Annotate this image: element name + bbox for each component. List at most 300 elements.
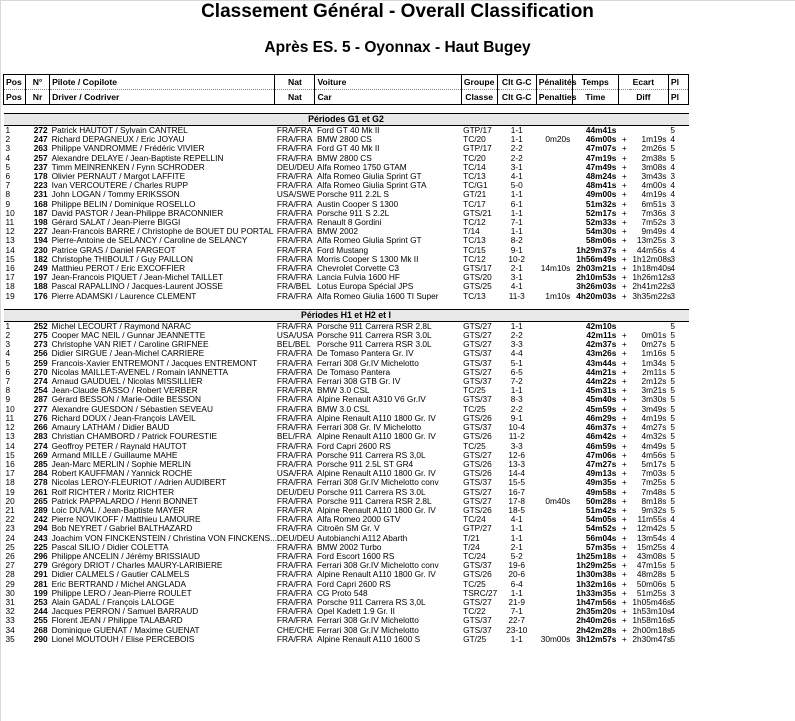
- pl-cell: 3: [670, 281, 676, 292]
- car-cell: Ford GT 40 Mk II: [316, 143, 380, 154]
- number-cell: 237: [33, 161, 48, 172]
- diff-sign-cell: +: [621, 207, 627, 218]
- time-cell: 2h40m26s: [576, 615, 617, 626]
- class-cell: TC/20: [463, 152, 486, 163]
- crew-cell: Jean-Marc MERLIN / Sophie MERLIN: [51, 458, 191, 469]
- nationality-cell: FRA/FRA: [276, 514, 313, 525]
- crew-cell: Armand MILLE / Guillaume MAHE: [51, 449, 178, 460]
- number-cell: 227: [33, 226, 48, 237]
- time-cell: 51m32s: [585, 198, 617, 209]
- crew-cell: Didier SIRGUE / Jean-Michel CARRIERE: [51, 348, 205, 359]
- class-rank-cell: 2-2: [510, 152, 523, 163]
- crew-cell: David PASTOR / Jean-Philippe BRACONNIER: [51, 207, 224, 218]
- position-cell: 3: [5, 143, 11, 154]
- diff-sign-cell: +: [621, 477, 627, 488]
- class-cell: TC/20: [463, 134, 486, 145]
- header-pl-en: Pl: [668, 90, 688, 105]
- class-rank-cell: 11-3: [508, 290, 525, 301]
- crew-cell: Didier CALMELS / Gautier CALMELS: [51, 569, 190, 580]
- nationality-cell: FRA/BEL: [276, 281, 312, 292]
- diff-sign-cell: +: [621, 495, 627, 506]
- nationality-cell: FRA/FRA: [276, 440, 313, 451]
- nationality-cell: FRA/FRA: [276, 125, 313, 135]
- crew-cell: Pierre ADAMSKI / Laurence CLEMENT: [51, 290, 197, 301]
- crew-cell: Amaury LATHAM / Didier BAUD: [51, 422, 170, 433]
- position-cell: 31: [5, 596, 15, 607]
- position-cell: 19: [5, 486, 15, 497]
- nationality-cell: FRA/FRA: [276, 226, 313, 237]
- position-cell: 18: [5, 281, 15, 292]
- crew-cell: Matthieu PEROT / Eric EXCOFFIER: [51, 263, 186, 274]
- penalty-cell: [536, 598, 572, 607]
- class-rank-cell: 2-1: [510, 263, 523, 274]
- penalty-cell: [536, 209, 572, 218]
- class-cell: GTS/37: [463, 376, 492, 387]
- pl-cell: 4: [670, 606, 676, 617]
- class-cell: TC/24: [463, 514, 486, 525]
- number-cell: 242: [33, 514, 48, 525]
- position-cell: 26: [5, 550, 15, 561]
- position-cell: 16: [5, 458, 15, 469]
- nationality-cell: BEL/BEL: [276, 339, 311, 350]
- class-cell: GTS/26: [463, 504, 492, 515]
- diff-sign-cell: +: [621, 624, 627, 635]
- number-cell: 265: [33, 495, 48, 506]
- time-cell: 44m21s: [585, 366, 617, 377]
- crew-cell: Bob NEYRET / Gabriel BALTHAZARD: [51, 523, 193, 534]
- car-cell: Porsche 911 Carrera RSR 2.8L: [316, 320, 432, 331]
- pl-cell: 5: [670, 633, 676, 644]
- class-cell: TC/14: [463, 161, 486, 172]
- nationality-cell: FRA/FRA: [276, 587, 313, 598]
- number-cell: 244: [33, 606, 48, 617]
- crew-cell: Gérard BESSON / Marie-Odile BESSON: [51, 394, 201, 405]
- penalty-cell: [536, 368, 572, 377]
- diff-cell: 4m27s: [641, 422, 667, 433]
- header-diff-en: Diff: [618, 90, 668, 105]
- time-cell: 56m04s: [585, 532, 617, 543]
- penalty-cell: [536, 561, 572, 570]
- pl-cell: 5: [670, 330, 676, 341]
- time-cell: 2h10m53s: [576, 272, 617, 283]
- nationality-cell: FRA/FRA: [276, 320, 313, 331]
- class-rank-cell: 1-1: [510, 532, 523, 543]
- group-header-row: [4, 309, 689, 321]
- pl-cell: 4: [670, 180, 676, 191]
- nationality-cell: FRA/FRA: [276, 235, 313, 246]
- car-cell: Porsche 911 2.2L S: [316, 189, 389, 200]
- nationality-cell: USA/FRA: [276, 468, 313, 479]
- number-cell: 296: [33, 550, 48, 561]
- diff-cell: 5m17s: [641, 458, 667, 469]
- crew-cell: Gérard SALAT / Jean-Pierre BIGGI: [51, 217, 181, 228]
- class-rank-cell: 4-4: [510, 348, 523, 359]
- diff-sign-cell: +: [621, 330, 627, 341]
- diff-sign-cell: +: [621, 281, 627, 292]
- diff-sign-cell: +: [621, 422, 627, 433]
- nationality-cell: FRA/FRA: [276, 569, 313, 580]
- penalty-cell: [536, 543, 572, 552]
- header-penalties: Pénalités: [536, 75, 572, 90]
- pl-cell: 5: [670, 152, 676, 163]
- diff-sign-cell: +: [621, 272, 627, 283]
- crew-cell: Rolf RICHTER / Moritz RICHTER: [51, 486, 175, 497]
- position-cell: 1: [5, 320, 11, 331]
- header-pos-en: Pos: [4, 90, 26, 105]
- position-cell: 2: [5, 134, 11, 145]
- class-rank-cell: 6-1: [510, 198, 523, 209]
- class-cell: TC/22: [463, 606, 486, 617]
- crew-cell: Patrick PAPPALARDO / Henri BONNET: [51, 495, 198, 506]
- car-cell: Porsche 911 Carrera RSR 2.8L: [316, 495, 432, 506]
- nationality-cell: FRA/FRA: [276, 550, 313, 561]
- car-cell: Ford Capri 2600 RS: [316, 440, 391, 451]
- nationality-cell: FRA/FRA: [276, 394, 313, 405]
- class-cell: GTS/27: [463, 495, 492, 506]
- pl-cell: 5: [670, 624, 676, 635]
- pl-cell: 5: [670, 348, 676, 359]
- crew-cell: Cooper MAC NEIL / Gunnar JEANNETTE: [51, 330, 206, 341]
- number-cell: 270: [33, 366, 48, 377]
- penalty-cell: [536, 469, 572, 478]
- class-rank-cell: 2-2: [510, 330, 523, 341]
- class-rank-cell: 17-8: [508, 495, 526, 506]
- time-cell: 57m35s: [585, 541, 617, 552]
- car-cell: Porsche 911 2.5L ST GR4: [316, 458, 414, 469]
- class-rank-cell: 18-5: [508, 504, 526, 515]
- class-cell: GTS/37: [463, 422, 492, 433]
- time-cell: 43m26s: [585, 348, 617, 359]
- number-cell: 290: [33, 633, 48, 644]
- position-cell: 25: [5, 541, 15, 552]
- number-cell: 247: [33, 134, 48, 145]
- position-cell: 28: [5, 569, 15, 580]
- time-cell: 48m41s: [585, 180, 617, 191]
- penalty-cell: [536, 515, 572, 524]
- time-cell: 47m19s: [585, 152, 617, 163]
- time-cell: 42m10s: [585, 320, 617, 331]
- number-cell: 276: [33, 412, 48, 423]
- penalty-cell: [536, 218, 572, 227]
- time-cell: 1h47m56s: [576, 596, 617, 607]
- position-cell: 19: [5, 290, 15, 301]
- pl-cell: 5: [670, 560, 676, 571]
- nationality-cell: FRA/FRA: [276, 495, 313, 506]
- penalty-cell: [536, 616, 572, 625]
- pl-cell: 5: [670, 504, 676, 515]
- diff-sign-cell: +: [621, 486, 627, 497]
- crew-cell: Pascal SILIO / Didier COLETTA: [51, 541, 169, 552]
- nationality-cell: DEU/DEU: [276, 532, 315, 543]
- pl-cell: 5: [670, 458, 676, 469]
- car-cell: Alpine Renault A310 V6 Gr.IV: [316, 394, 426, 405]
- class-rank-cell: 3-3: [510, 339, 523, 350]
- pl-cell: 5: [670, 385, 676, 396]
- class-cell: GTP/17: [463, 143, 492, 154]
- class-cell: GTS/26: [463, 431, 492, 442]
- car-cell: Ford Escort 1600 RS: [316, 550, 395, 561]
- class-cell: GTS/27: [463, 596, 492, 607]
- time-cell: 49m13s: [585, 468, 617, 479]
- position-cell: 21: [5, 504, 15, 515]
- number-cell: 263: [33, 143, 48, 154]
- nationality-cell: FRA/FRA: [276, 152, 313, 163]
- pl-cell: 5: [670, 394, 676, 405]
- crew-cell: Jean-Francois PIQUET / Jean-Michel TAILLET: [51, 272, 224, 283]
- pl-cell: 5: [670, 596, 676, 607]
- nationality-cell: FRA/FRA: [276, 615, 313, 626]
- header-nr: N°: [26, 75, 50, 90]
- position-cell: 35: [5, 633, 15, 644]
- class-cell: GTS/27: [463, 449, 492, 460]
- group-label: Périodes G1 et G2: [4, 114, 689, 126]
- class-rank-cell: 1-1: [510, 189, 523, 200]
- pl-cell: 3: [670, 587, 676, 598]
- pl-cell: 5: [670, 403, 676, 414]
- class-cell: GTS/26: [463, 569, 492, 580]
- pl-cell: 5: [670, 376, 676, 387]
- position-cell: 3: [5, 339, 11, 350]
- class-rank-cell: 5-2: [510, 550, 523, 561]
- pl-cell: 5: [670, 569, 676, 580]
- diff-sign-cell: +: [621, 198, 627, 209]
- diff-cell: 8m18s: [641, 495, 667, 506]
- car-cell: Alpine Renault A110 1800 Gr. IV: [316, 431, 436, 442]
- pl-cell: 5: [670, 357, 676, 368]
- class-cell: GTS/27: [463, 339, 492, 350]
- class-cell: TC/15: [463, 244, 486, 255]
- time-cell: 47m07s: [585, 143, 617, 154]
- crew-cell: Loic DUVAL / Jean-Baptiste MAYER: [51, 504, 185, 515]
- number-cell: 188: [33, 281, 48, 292]
- diff-sign-cell: +: [621, 290, 627, 301]
- car-cell: Ferrari 308 Gr.IV Michelotto conv: [316, 560, 439, 571]
- nationality-cell: FRA/FRA: [276, 207, 313, 218]
- penalty-cell: [536, 273, 572, 282]
- number-cell: 278: [33, 477, 48, 488]
- car-cell: Alfa Romeo 2000 GTV: [316, 514, 401, 525]
- class-rank-cell: 4-1: [510, 514, 523, 525]
- class-rank-cell: 8-2: [510, 235, 523, 246]
- pl-cell: 5: [670, 125, 676, 135]
- crew-cell: Joachim VON FINCKENSTEIN / Christina VON FINCKENS...: [51, 532, 278, 543]
- diff-cell: 44m56s: [636, 244, 667, 255]
- number-cell: 274: [33, 440, 48, 451]
- car-cell: Porsche 911 Carrera RS 3,0L: [316, 449, 426, 460]
- pl-cell: 5: [670, 486, 676, 497]
- time-cell: 1h56m49s: [576, 253, 617, 264]
- table-row: [4, 635, 689, 644]
- time-cell: 2h35m20s: [576, 606, 617, 617]
- class-rank-cell: 3-3: [510, 440, 523, 451]
- diff-sign-cell: +: [621, 161, 627, 172]
- nationality-cell: FRA/FRA: [276, 578, 313, 589]
- class-cell: TC/24: [463, 550, 486, 561]
- class-rank-cell: 2-1: [510, 541, 523, 552]
- crew-cell: John LOGAN / Tommy ERIKSSON: [51, 189, 180, 200]
- number-cell: 256: [33, 348, 48, 359]
- pl-cell: 5: [670, 320, 676, 331]
- diff-sign-cell: +: [621, 532, 627, 543]
- pl-cell: 3: [670, 253, 676, 264]
- class-rank-cell: 21-9: [508, 596, 526, 607]
- diff-cell: 6m51s: [641, 198, 667, 209]
- nationality-cell: FRA/FRA: [276, 290, 313, 301]
- header-pos: Pos: [4, 75, 26, 90]
- pl-cell: 5: [670, 523, 676, 534]
- class-cell: GTS/17: [463, 263, 492, 274]
- car-cell: BMW 2800 CS: [316, 152, 372, 163]
- penalty-cell: [536, 236, 572, 245]
- crew-cell: Pierre NOVIKOFF / Matthieu LAMOURE: [51, 514, 201, 525]
- group-spacer: [4, 105, 689, 114]
- position-cell: 10: [5, 403, 15, 414]
- crew-cell: Timm MEINRENKEN / Fynn SCHRODER: [51, 161, 205, 172]
- penalty-cell: 0m40s: [545, 495, 571, 506]
- diff-cell: 9m32s: [641, 504, 667, 515]
- class-cell: GTS/26: [463, 412, 492, 423]
- nationality-cell: DEU/DEU: [276, 486, 315, 497]
- car-cell: Autobianchi A112 Abarth: [316, 532, 408, 543]
- time-cell: 46m42s: [585, 431, 617, 442]
- header-nr-en: Nr: [26, 90, 50, 105]
- diff-sign-cell: +: [621, 504, 627, 515]
- header-clt-en: Clt G-C: [497, 90, 536, 105]
- car-cell: Alfa Romeo Giulia Sprint GT: [316, 171, 422, 182]
- position-cell: 2: [5, 330, 11, 341]
- time-cell: 49m58s: [585, 486, 617, 497]
- nationality-cell: FRA/FRA: [276, 143, 313, 154]
- nationality-cell: FRA/FRA: [276, 449, 313, 460]
- diff-sign-cell: +: [621, 253, 627, 264]
- car-cell: CG Proto 548: [316, 587, 368, 598]
- header-nat-en: Nat: [275, 90, 315, 105]
- pl-cell: 4: [670, 134, 676, 145]
- penalty-cell: [536, 524, 572, 533]
- class-cell: GTS/20: [463, 272, 492, 283]
- class-cell: GTS/27: [463, 330, 492, 341]
- time-cell: 43m44s: [585, 357, 617, 368]
- classification-table: [3, 74, 689, 644]
- class-rank-cell: 3-1: [510, 272, 523, 283]
- diff-sign-cell: +: [621, 596, 627, 607]
- number-cell: 197: [33, 272, 48, 283]
- header-class-en: Classe: [461, 90, 497, 105]
- position-cell: 23: [5, 523, 15, 534]
- nationality-cell: FRA/FRA: [276, 263, 313, 274]
- pl-cell: 5: [670, 422, 676, 433]
- penalty-cell: [536, 227, 572, 236]
- diff-cell: 12m42s: [636, 523, 667, 534]
- position-cell: 8: [5, 385, 11, 396]
- class-rank-cell: 1-1: [510, 134, 523, 145]
- time-cell: 46m00s: [585, 134, 617, 145]
- group-header-row: [4, 114, 689, 126]
- diff-cell: 9m49s: [641, 226, 667, 237]
- nationality-cell: FRA/FRA: [276, 560, 313, 571]
- position-cell: 1: [5, 125, 11, 135]
- header-nat: Nat: [275, 75, 315, 90]
- diff-sign-cell: +: [621, 385, 627, 396]
- diff-sign-cell: +: [621, 458, 627, 469]
- nationality-cell: FRA/FRA: [276, 477, 313, 488]
- diff-sign-cell: +: [621, 217, 627, 228]
- penalty-cell: [536, 552, 572, 561]
- number-cell: 281: [33, 578, 48, 589]
- nationality-cell: FRA/FRA: [276, 596, 313, 607]
- position-cell: 7: [5, 376, 11, 387]
- crew-cell: Alain GADAL / François LALOGE: [51, 596, 175, 607]
- position-cell: 5: [5, 357, 11, 368]
- nationality-cell: BEL/FRA: [276, 431, 312, 442]
- diff-cell: 43m08s: [636, 550, 667, 561]
- time-cell: 49m00s: [585, 189, 617, 200]
- pl-cell: 5: [670, 431, 676, 442]
- time-cell: 4h20m03s: [576, 290, 617, 301]
- time-cell: 42m37s: [585, 339, 617, 350]
- class-cell: GTS/37: [463, 394, 492, 405]
- number-cell: 259: [33, 357, 48, 368]
- number-cell: 274: [33, 376, 48, 387]
- nationality-cell: FRA/FRA: [276, 348, 313, 359]
- time-cell: 58m06s: [585, 235, 617, 246]
- crew-cell: Francois-Xavier ENTREMONT / Jacques ENTREMONT: [51, 357, 258, 368]
- diff-sign-cell: +: [621, 560, 627, 571]
- crew-cell: Alexandre GUESDON / Sébastien SEVEAU: [51, 403, 213, 414]
- diff-cell: 51m25s: [636, 587, 667, 598]
- pl-cell: 5: [670, 477, 676, 488]
- diff-cell: 1h58m16s: [632, 615, 672, 626]
- position-cell: 15: [5, 449, 15, 460]
- nationality-cell: FRA/FRA: [276, 357, 313, 368]
- car-cell: BMW 3.0 CSL: [316, 403, 370, 414]
- class-cell: TC/25: [463, 385, 486, 396]
- crew-cell: Patrick HAUTOT / Sylvain CANTREL: [51, 125, 188, 135]
- car-cell: Ford Capri 2600 RS: [316, 578, 391, 589]
- number-cell: 287: [33, 394, 48, 405]
- diff-cell: 4m56s: [641, 449, 667, 460]
- crew-cell: Jean-Claude BASSO / Robert VERBER: [51, 385, 198, 396]
- crew-cell: Lionel MOUTOUH / Elise PERCEBOIS: [51, 633, 195, 644]
- car-cell: Ferrari 308 Gr. IV Michelotto: [316, 422, 422, 433]
- pl-cell: 5: [670, 468, 676, 479]
- header-row-fr: [4, 75, 689, 90]
- penalty-cell: [536, 154, 572, 163]
- diff-cell: 1m34s: [641, 357, 667, 368]
- diff-cell: 7m03s: [641, 468, 667, 479]
- class-cell: TC/17: [463, 198, 486, 209]
- class-rank-cell: 23-10: [506, 624, 528, 635]
- position-cell: 16: [5, 263, 15, 274]
- position-cell: 24: [5, 532, 15, 543]
- nationality-cell: FRA/FRA: [276, 171, 313, 182]
- crew-cell: Olivier PERNAUT / Margot LAFFITE: [51, 171, 186, 182]
- header-diff: Ecart: [618, 75, 668, 90]
- car-cell: Alfa Romeo Giulia Sprint GT: [316, 235, 422, 246]
- diff-cell: 2m38s: [641, 152, 667, 163]
- crew-cell: Jacques PERRON / Samuel BARRAUD: [51, 606, 199, 617]
- diff-sign-cell: +: [621, 171, 627, 182]
- time-cell: 49m35s: [585, 477, 617, 488]
- header-row-en: [4, 90, 689, 105]
- class-rank-cell: 2-2: [510, 403, 523, 414]
- diff-sign-cell: +: [621, 440, 627, 451]
- diff-cell: 2m11s: [642, 366, 667, 377]
- header-car: Voiture: [315, 75, 461, 90]
- diff-cell: 3m30s: [641, 394, 667, 405]
- crew-cell: Robert KAUFFMAN / Yannick ROCHE: [51, 468, 193, 479]
- crew-cell: Philippe VANDROMME / Frédéric VIVIER: [51, 143, 205, 154]
